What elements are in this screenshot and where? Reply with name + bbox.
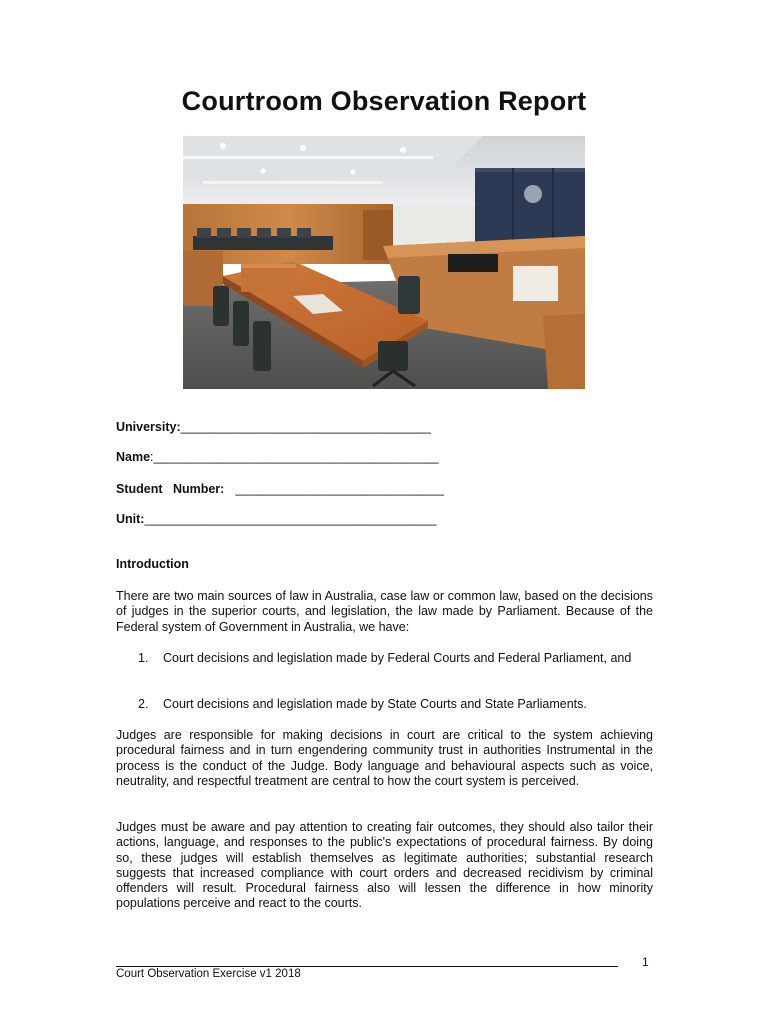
list-item: [138, 651, 653, 666]
list-text: Court decisions and legislation made by Federal Courts and Federal Parliament, and: [163, 651, 632, 665]
judges-paragraph: Judges are responsible for making decisions in court are critical to the system achieving procedural fairness and in turn engendering community trust in authorities Instrumental in the process is the conduct of the Judge. Body language and behavioural aspects such as voice, neutrality, and respectful treatment are central to how the court system is perceived.: [116, 728, 653, 788]
list-item: [138, 697, 653, 712]
unit-field: [116, 512, 436, 526]
unit-blank: __________________________________________: [144, 512, 437, 526]
student-number-field: [116, 482, 444, 496]
introduction-heading: Introduction: [116, 557, 189, 571]
name-colon: :: [150, 450, 154, 464]
name-label: Name: [116, 450, 151, 464]
university-blank: ____________________________________: [180, 420, 431, 434]
list-number: 2.: [138, 697, 149, 711]
footer-rule: [116, 966, 618, 967]
unit-label: Unit:: [116, 512, 145, 526]
page-number: 1: [642, 955, 649, 969]
name-blank: _________________________________________: [153, 450, 439, 464]
university-label: University:: [116, 420, 181, 434]
intro-paragraph: There are two main sources of law in Australia, case law or common law, based on the decisions of judges in the superior courts, and legislation, the law made by Parliament. Because of the Federal system of Government in Australia, we have:: [116, 589, 653, 634]
university-field: [116, 420, 431, 434]
list-text: Court decisions and legislation made by State Courts and State Parliaments.: [163, 697, 587, 711]
courtroom-photo: [183, 136, 585, 389]
name-field: [116, 450, 439, 464]
fairness-paragraph: Judges must be aware and pay attention to creating fair outcomes, they should also tailor their actions, language, and responses to the public's expectations of procedural fairness. By doing so, these judges will establish themselves as legitimate authorities; substantial research suggests that increased compliance with court orders and decreased recidivism by criminal offenders will result. Procedural fairness also will lessen the difference in how minority populations perceive and react to the courts.: [116, 820, 653, 911]
footer-text: Court Observation Exercise v1 2018: [116, 968, 301, 980]
student-number-label: Student Number:: [116, 482, 225, 496]
list-number: 1.: [138, 651, 149, 665]
student-number-blank: ______________________________: [235, 482, 444, 496]
page-title: Courtroom Observation Report: [181, 86, 587, 116]
